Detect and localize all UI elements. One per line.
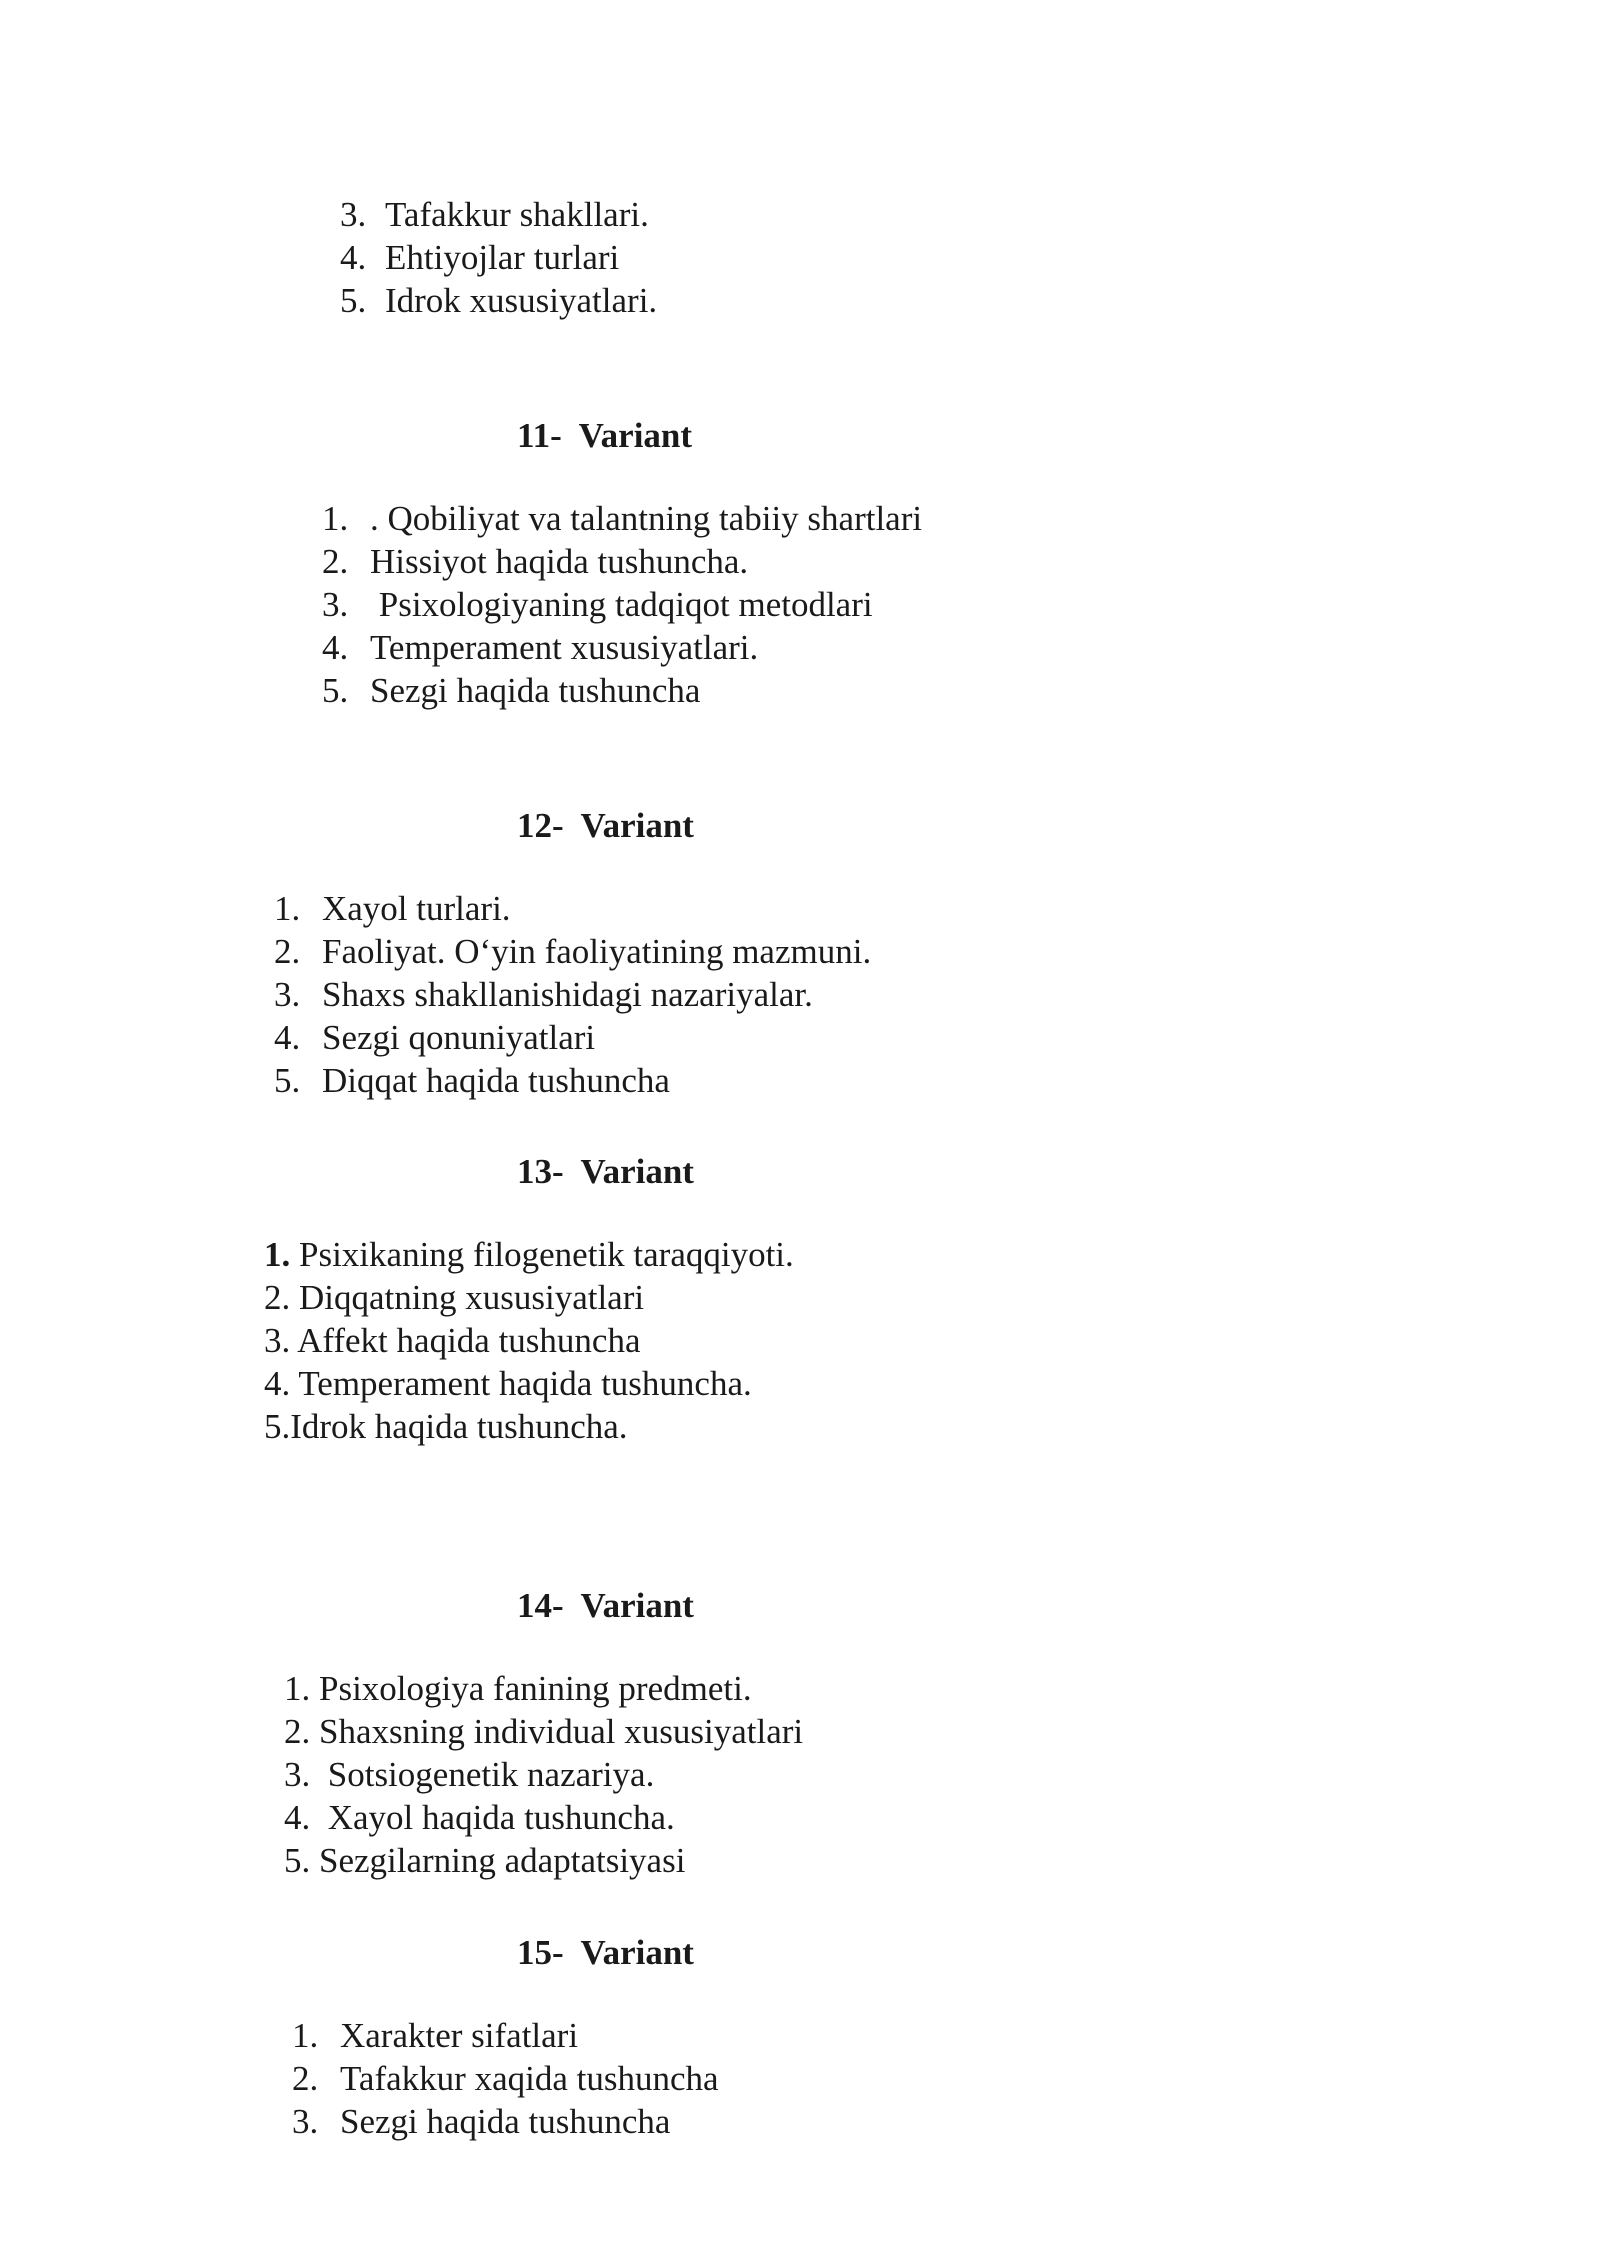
variant-12-title: 12- Variant — [517, 806, 694, 845]
variant-11-title: 11- Variant — [517, 416, 693, 455]
list-item: 2. Diqqatning xususiyatlari — [264, 1278, 645, 1317]
list-item: 5.Idrok haqida tushuncha. — [264, 1407, 628, 1446]
list-item: 5. Sezgi haqida tushuncha — [322, 671, 701, 710]
list-item: 1. Psixikaning filogenetik taraqqiyoti. — [264, 1235, 794, 1274]
list-item: 4. Sezgi qonuniyatlari — [274, 1018, 596, 1057]
list-item: 3. Psixologiyaning tadqiqot metodlari — [322, 585, 873, 624]
list-item: 1. Psixologiya fanining predmeti. — [284, 1669, 752, 1708]
list-item: 1. Xayol turlari. — [274, 889, 511, 928]
list-item: 3. Sezgi haqida tushuncha — [292, 2102, 671, 2141]
list-item: 4. Ehtiyojlar turlari — [340, 238, 620, 277]
list-item: 2. Shaxsning individual xususiyatlari — [284, 1712, 804, 1751]
variant-15-title: 15- Variant — [517, 1933, 694, 1972]
list-item: 5. Sezgilarning adaptatsiyasi — [284, 1841, 686, 1880]
variant-14-title: 14- Variant — [517, 1586, 694, 1625]
list-item: 5. Idrok xususiyatlari. — [340, 281, 658, 320]
variant-13-title: 13- Variant — [517, 1152, 694, 1191]
list-item: 2. Faoliyat. O‘yin faoliyatining mazmuni. — [274, 932, 872, 971]
list-item: 2. Hissiyot haqida tushuncha. — [322, 542, 749, 581]
list-item: 3. Shaxs shakllanishidagi nazariyalar. — [274, 975, 813, 1014]
list-item: 4. Temperament haqida tushuncha. — [264, 1364, 752, 1403]
list-item: 5. Diqqat haqida tushuncha — [274, 1061, 670, 1100]
list-item: 3. Affekt haqida tushuncha — [264, 1321, 641, 1360]
list-item: 1. Xarakter sifatlari — [292, 2016, 579, 2055]
list-item: 1. . Qobiliyat va talantning tabiiy shartlari — [322, 499, 923, 538]
list-item: 3. Tafakkur shakllari. — [340, 195, 649, 234]
list-item: 3. Sotsiogenetik nazariya. — [284, 1755, 655, 1794]
list-item: 4. Temperament xususiyatlari. — [322, 628, 759, 667]
list-item: 2. Tafakkur xaqida tushuncha — [292, 2059, 719, 2098]
list-item: 4. Xayol haqida tushuncha. — [284, 1798, 675, 1837]
